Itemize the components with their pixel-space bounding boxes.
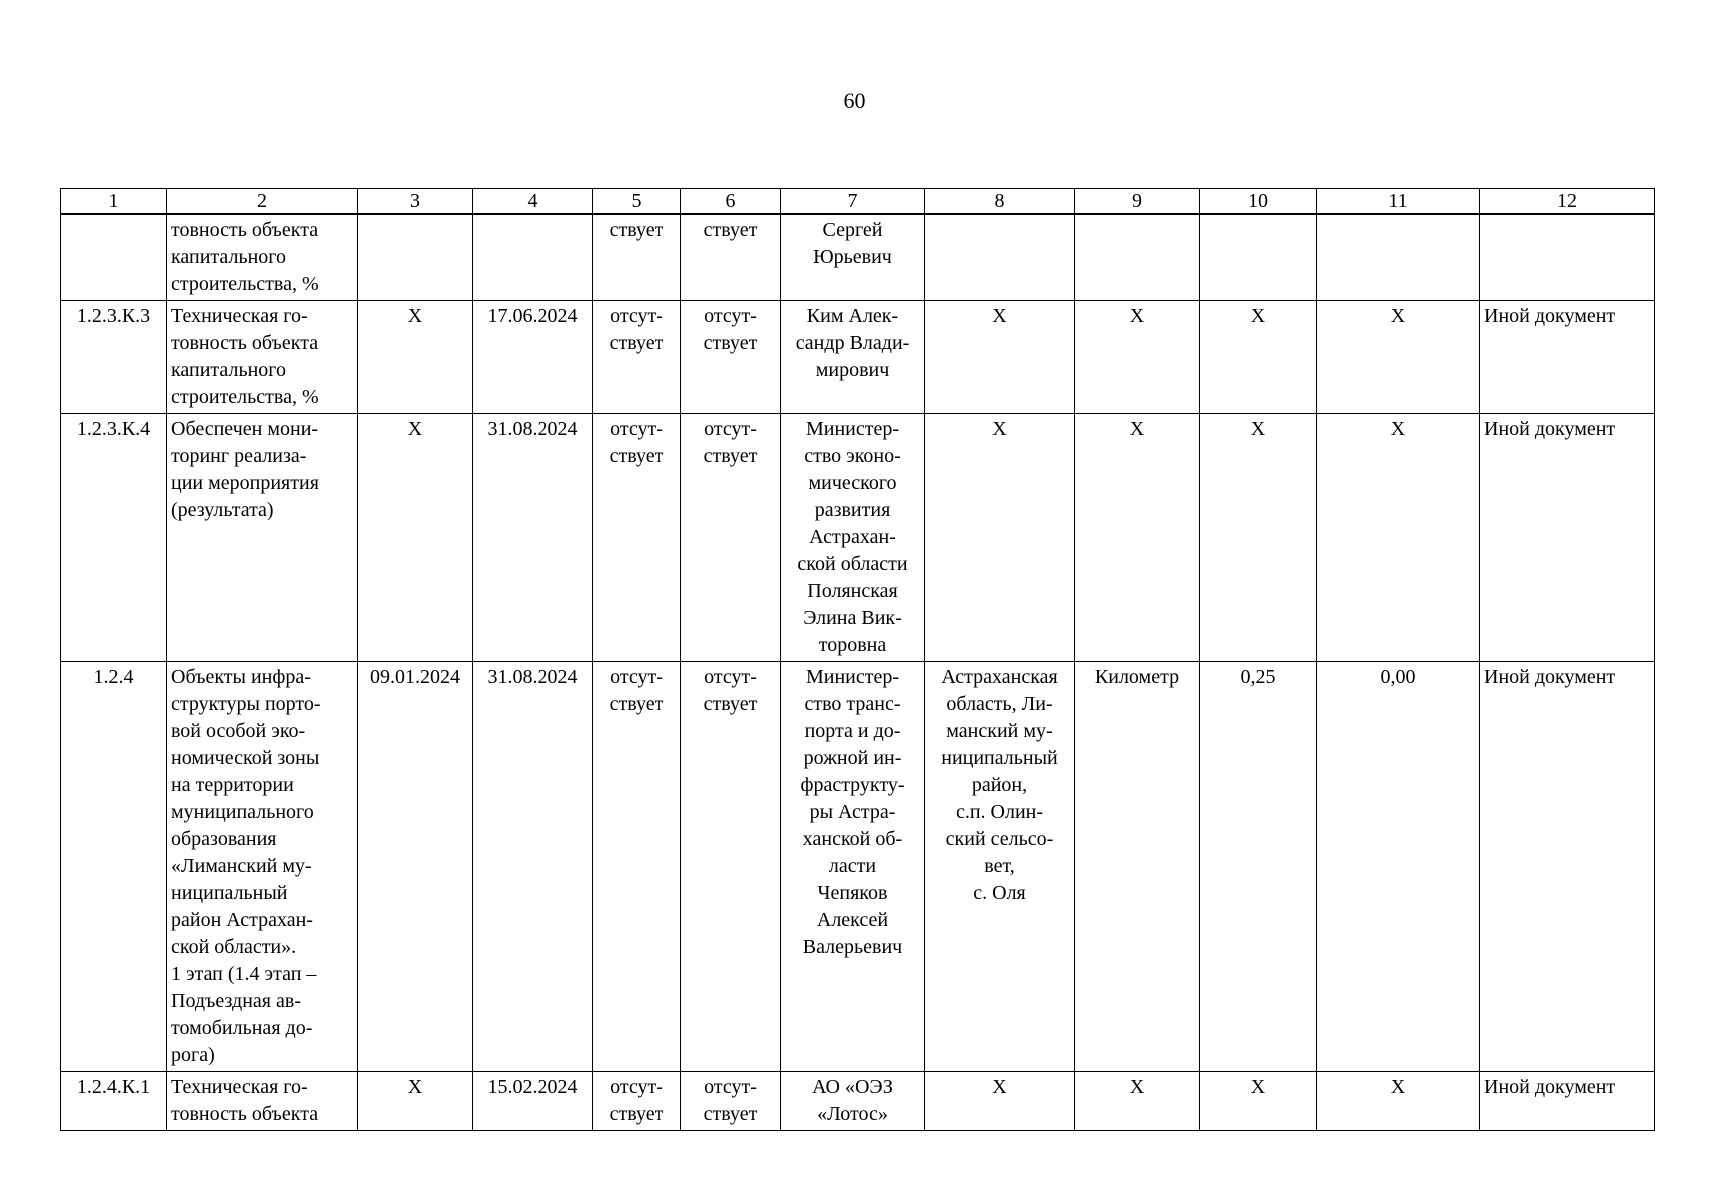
cell-text-line: отсут- — [704, 1076, 757, 1098]
cell-text-line: ской области». — [171, 936, 297, 958]
cell-text-line: 15.02.2024 — [487, 1076, 578, 1098]
cell-text-line: структуры порто- — [171, 693, 321, 715]
column-header: 6 — [681, 189, 781, 215]
cell-text-line: 0,00 — [1380, 666, 1416, 688]
cell-text-line: томобильная до- — [171, 1017, 313, 1039]
cell-text-line: порта и до- — [804, 720, 901, 742]
cell-text-line: Иной документ — [1484, 666, 1616, 688]
cell-text-line: Техническая го- — [171, 305, 308, 327]
planned-value-cell — [1200, 662, 1317, 1072]
row-number-cell — [61, 214, 167, 301]
col5-value-cell — [593, 214, 681, 301]
end-date-cell — [473, 662, 593, 1072]
row-number-cell — [61, 414, 167, 662]
measure-name-cell — [167, 214, 358, 301]
table-row — [61, 662, 1655, 1072]
cell-text-line: 1.2.4.К.1 — [76, 1076, 151, 1098]
cell-text-line: ствует — [609, 445, 664, 467]
row-number-cell — [61, 662, 167, 1072]
cell-text-line: X — [992, 305, 1007, 327]
cell-text-line: Министер- — [805, 418, 900, 440]
cell-text-line: Алексей — [816, 909, 889, 931]
cell-text-line: строительства, % — [171, 273, 319, 295]
row-number-cell — [61, 1072, 167, 1131]
col5-value-cell — [593, 301, 681, 414]
cell-text-line: Валерьевич — [802, 936, 903, 958]
cell-text-line: ствует — [703, 1103, 758, 1125]
cell-text-line: 1 этап (1.4 этап – — [171, 963, 317, 985]
cell-text-line: отсут- — [704, 666, 757, 688]
cell-text-line: отсут- — [610, 305, 663, 327]
location-cell — [925, 414, 1075, 662]
cell-text-line: Астрахан- — [809, 526, 896, 548]
measure-name-cell — [167, 1072, 358, 1131]
location-cell — [925, 1072, 1075, 1131]
measure-name-cell — [167, 662, 358, 1072]
cell-text-line: ствует — [609, 693, 664, 715]
cell-text-line: X — [992, 418, 1007, 440]
planned-value-cell — [1200, 1072, 1317, 1131]
cell-text-line: манский му- — [946, 720, 1053, 742]
cell-text-line: «Лотос» — [817, 1103, 888, 1125]
location-cell — [925, 662, 1075, 1072]
cell-text-line: Подъездная ав- — [171, 990, 301, 1012]
unit-cell — [1075, 662, 1200, 1072]
cell-text-line: область, Ли- — [946, 693, 1053, 715]
cell-text-line: Объекты инфра- — [171, 666, 311, 688]
col6-value-cell — [681, 662, 781, 1072]
column-header: 12 — [1480, 189, 1655, 215]
cell-text-line: капитального — [171, 246, 286, 268]
cell-text-line: образования — [171, 828, 277, 850]
base-value-cell — [1317, 214, 1480, 301]
end-date-cell — [473, 214, 593, 301]
cell-text-line: Элина Вик- — [803, 607, 902, 629]
col6-value-cell — [681, 214, 781, 301]
cell-text-line: рожной ин- — [803, 747, 902, 769]
cell-text-line: «Лиманский му- — [171, 855, 312, 877]
cell-text-line: торинг реализа- — [171, 445, 307, 467]
cell-text-line: Полянская — [807, 580, 898, 602]
cell-text-line: ствует — [609, 1103, 664, 1125]
end-date-cell — [473, 301, 593, 414]
results-table — [60, 188, 1655, 1131]
cell-text-line: Иной документ — [1484, 305, 1616, 327]
cell-text-line: (результата) — [171, 499, 274, 521]
cell-text-line: Техническая го- — [171, 1076, 308, 1098]
cell-text-line: X — [1250, 418, 1266, 440]
planned-value-cell — [1200, 414, 1317, 662]
base-value-cell — [1317, 301, 1480, 414]
unit-cell — [1075, 301, 1200, 414]
col6-value-cell — [681, 1072, 781, 1131]
cell-text-line: отсут- — [704, 418, 757, 440]
start-date-cell — [358, 414, 473, 662]
cell-text-line: ствует — [703, 219, 758, 241]
responsible-cell — [781, 301, 925, 414]
cell-text-line: ханской об- — [802, 828, 903, 850]
col5-value-cell — [593, 414, 681, 662]
document-type-cell — [1480, 301, 1655, 414]
unit-cell — [1075, 414, 1200, 662]
cell-text-line: развития — [814, 499, 891, 521]
start-date-cell — [358, 214, 473, 301]
cell-text-line: ский сельсо- — [945, 828, 1054, 850]
cell-text-line: ции мероприятия — [171, 472, 319, 494]
unit-cell — [1075, 1072, 1200, 1131]
cell-text-line: с. Оля — [973, 882, 1026, 904]
cell-text-line: вет, — [984, 855, 1015, 877]
cell-text-line: с.п. Олин- — [955, 801, 1044, 823]
cell-text-line: фраструкту- — [800, 774, 905, 796]
cell-text-line: X — [407, 305, 423, 327]
cell-text-line: 31.08.2024 — [487, 666, 578, 688]
cell-text-line: мического — [808, 472, 897, 494]
col5-value-cell — [593, 1072, 681, 1131]
cell-text-line: район, — [971, 774, 1028, 796]
cell-text-line: ствует — [609, 332, 664, 354]
cell-text-line: мирович — [815, 359, 890, 381]
page-number: 60 — [843, 88, 866, 113]
cell-text-line: отсут- — [610, 1076, 663, 1098]
cell-text-line: 31.08.2024 — [487, 418, 578, 440]
col5-value-cell — [593, 662, 681, 1072]
cell-text-line: X — [1250, 1076, 1266, 1098]
cell-text-line: Иной документ — [1484, 1076, 1616, 1098]
cell-text-line: X — [1129, 305, 1145, 327]
cell-text-line: Министер- — [805, 666, 900, 688]
cell-text-line: X — [1390, 1076, 1406, 1098]
end-date-cell — [473, 1072, 593, 1131]
cell-text-line: муниципального — [171, 801, 314, 823]
column-header: 5 — [593, 189, 681, 215]
measure-name-cell — [167, 301, 358, 414]
cell-text-line: ство эконо- — [804, 445, 901, 467]
cell-text-line: X — [1129, 418, 1145, 440]
table-row — [61, 214, 1655, 301]
cell-text-line: капитального — [171, 359, 286, 381]
cell-text-line: Километр — [1094, 666, 1180, 688]
cell-text-line: ской области — [797, 553, 908, 575]
row-number-cell — [61, 301, 167, 414]
cell-text-line: ствует — [703, 693, 758, 715]
cell-text-line: 1.2.3.К.3 — [76, 305, 151, 327]
cell-text-line: сандр Влади- — [795, 332, 910, 354]
planned-value-cell — [1200, 301, 1317, 414]
cell-text-line: номической зоны — [171, 747, 320, 769]
cell-text-line: строительства, % — [171, 386, 319, 408]
column-header: 10 — [1200, 189, 1317, 215]
cell-text-line: товность объекта — [171, 1103, 319, 1125]
col6-value-cell — [681, 301, 781, 414]
cell-text-line: ствует — [703, 332, 758, 354]
cell-text-line: Ким Алек- — [806, 305, 899, 327]
cell-text-line: АО «ОЭЗ — [812, 1076, 893, 1098]
cell-text-line: ры Астра- — [809, 801, 896, 823]
cell-text-line: 1.2.4 — [93, 666, 134, 688]
cell-text-line: отсут- — [610, 418, 663, 440]
column-header: 2 — [167, 189, 358, 215]
cell-text-line: ствует — [609, 219, 664, 241]
cell-text-line: 1.2.3.К.4 — [76, 418, 151, 440]
cell-text-line: ство транс- — [804, 693, 901, 715]
base-value-cell — [1317, 414, 1480, 662]
column-header: 4 — [473, 189, 593, 215]
column-header: 9 — [1075, 189, 1200, 215]
measure-name-cell — [167, 414, 358, 662]
unit-cell — [1075, 214, 1200, 301]
column-number-header-row — [61, 189, 1655, 215]
cell-text-line: Обеспечен мони- — [171, 418, 319, 440]
base-value-cell — [1317, 662, 1480, 1072]
cell-text-line: X — [992, 1076, 1007, 1098]
column-header: 7 — [781, 189, 925, 215]
cell-text-line: Иной документ — [1484, 418, 1616, 440]
column-header: 3 — [358, 189, 473, 215]
cell-text-line: 09.01.2024 — [370, 666, 460, 688]
cell-text-line: на территории — [171, 774, 294, 796]
cell-text-line: X — [1250, 305, 1266, 327]
cell-text-line: 17.06.2024 — [487, 305, 578, 327]
location-cell — [925, 301, 1075, 414]
cell-text-line: отсут- — [610, 666, 663, 688]
column-header: 11 — [1317, 189, 1480, 215]
cell-text-line: рога) — [171, 1044, 215, 1066]
col6-value-cell — [681, 414, 781, 662]
cell-text-line: Астраханская — [941, 666, 1058, 688]
table-row — [61, 301, 1655, 414]
cell-text-line: вой особой эко- — [171, 720, 306, 742]
responsible-cell — [781, 1072, 925, 1131]
cell-text-line: X — [1129, 1076, 1145, 1098]
cell-text-line: отсут- — [704, 305, 757, 327]
table-row — [61, 1072, 1655, 1131]
cell-text-line: Чепяков — [817, 882, 888, 904]
document-type-cell — [1480, 214, 1655, 301]
cell-text-line: X — [1390, 418, 1406, 440]
base-value-cell — [1317, 1072, 1480, 1131]
cell-text-line: X — [407, 1076, 423, 1098]
cell-text-line: X — [1390, 305, 1406, 327]
cell-text-line: товность объекта — [171, 332, 319, 354]
start-date-cell — [358, 1072, 473, 1131]
column-header: 8 — [925, 189, 1075, 215]
document-type-cell — [1480, 662, 1655, 1072]
document-type-cell — [1480, 414, 1655, 662]
cell-text-line: район Астрахан- — [171, 909, 313, 931]
cell-text-line: 0,25 — [1240, 666, 1276, 688]
cell-text-line: Юрьевич — [813, 246, 892, 268]
cell-text-line: торовна — [818, 634, 887, 656]
cell-text-line: Сергей — [822, 219, 883, 241]
location-cell — [925, 214, 1075, 301]
responsible-cell — [781, 414, 925, 662]
start-date-cell — [358, 301, 473, 414]
responsible-cell — [781, 214, 925, 301]
cell-text-line: ниципальный — [171, 882, 288, 904]
cell-text-line: ствует — [703, 445, 758, 467]
cell-text-line: ниципальный — [941, 747, 1058, 769]
end-date-cell — [473, 414, 593, 662]
start-date-cell — [358, 662, 473, 1072]
document-type-cell — [1480, 1072, 1655, 1131]
column-header: 1 — [61, 189, 167, 215]
responsible-cell — [781, 662, 925, 1072]
table-row — [61, 414, 1655, 662]
cell-text-line: X — [407, 418, 423, 440]
cell-text-line: ласти — [828, 855, 877, 877]
cell-text-line: товность объекта — [171, 219, 319, 241]
planned-value-cell — [1200, 214, 1317, 301]
